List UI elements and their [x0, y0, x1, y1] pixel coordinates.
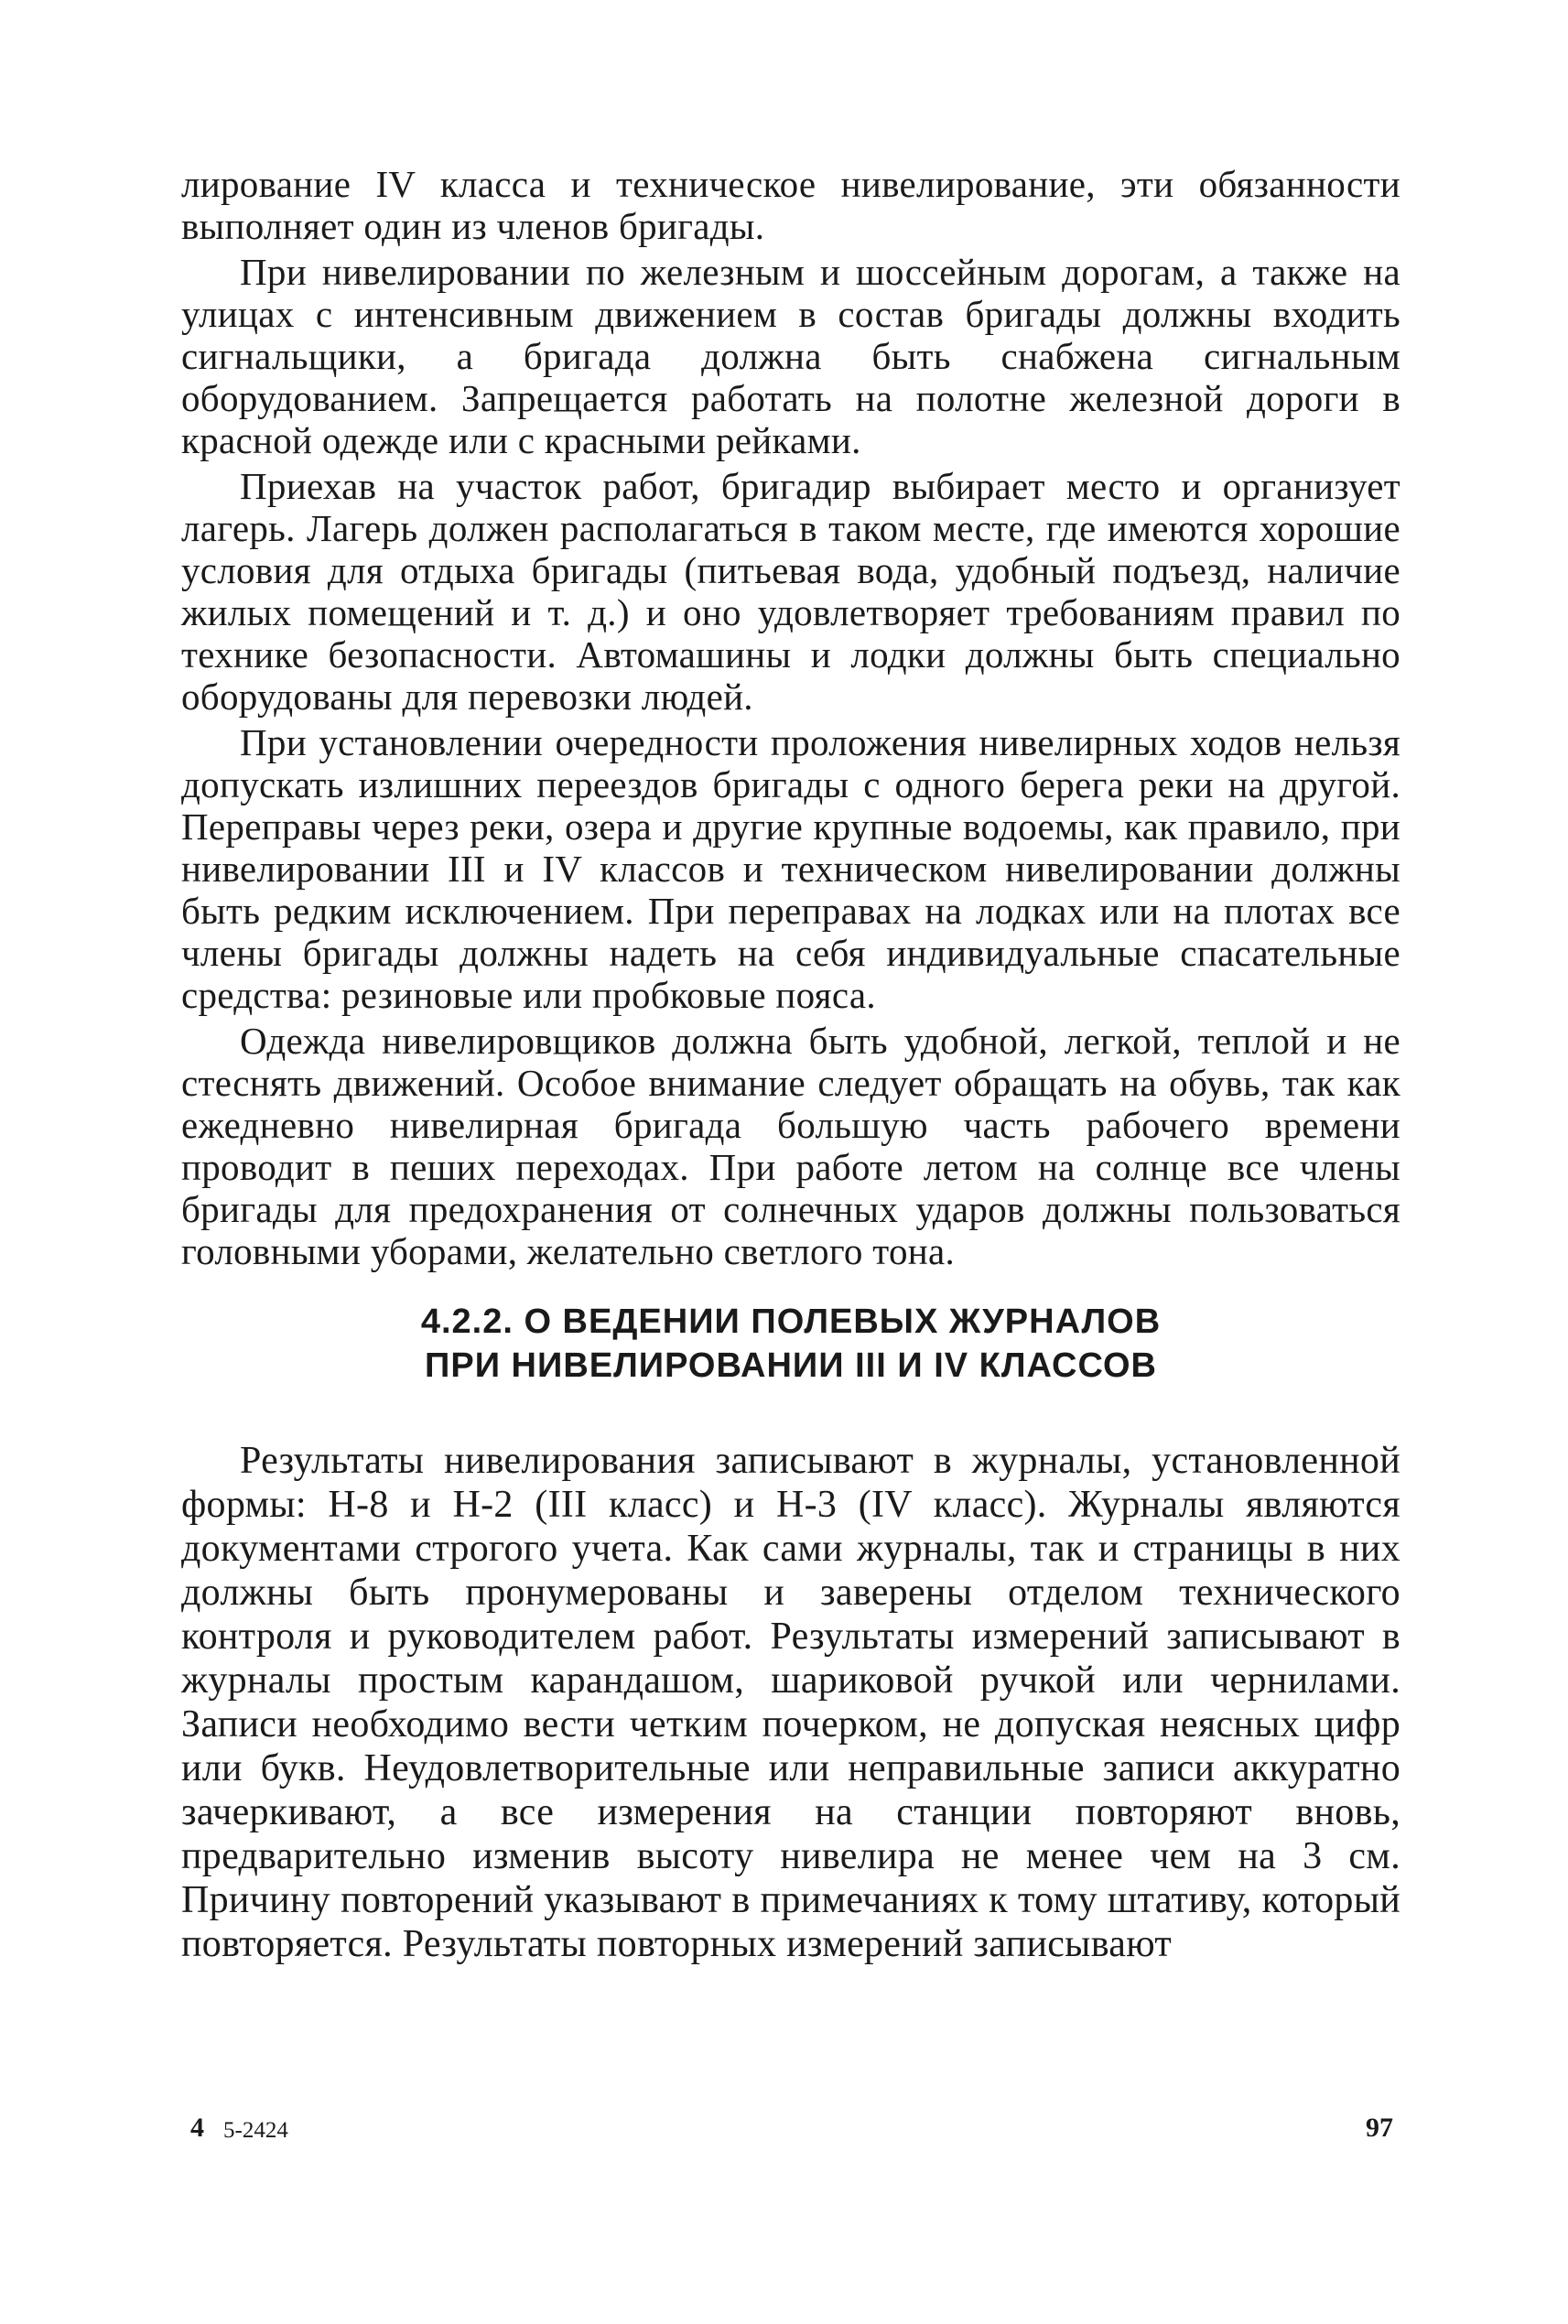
- section-heading-line-1: 4.2.2. О ВЕДЕНИИ ПОЛЕВЫХ ЖУРНАЛОВ: [420, 1303, 1162, 1341]
- signature-number: 4: [190, 2113, 204, 2143]
- page-footer: [181, 2113, 1400, 2158]
- paragraph-road-safety: При нивелировании по железным и шоссейным дорогам, а также на улицах с интенсивным движением в состав бригады должны входить сигнальщики, а бригада должна быть снабжена сигнальным оборудованием. Запрещается работать на полотне железной дороги в красной одежде или с красными рейками.: [181, 251, 1400, 461]
- paragraph-camp: Приехав на участок работ, бригадир выбирает место и организует лагерь. Лагерь должен располагаться в таком месте, где имеются хорошие условия для отдыха бригады (питьевая вода, удобный подъезд, наличие жилых помещений и т. д.) и оно удовлетворяет требованиям правил по технике безопасности. Автомашины и лодки должны быть специально оборудованы для перевозки людей.: [181, 465, 1400, 718]
- paragraph-clothing: Одежда нивелировщиков должна быть удобной, легкой, теплой и не стеснять движений. Особое внимание следует обращать на обувь, так как ежедневно нивелирная бригада большую часть рабочего времени проводит в пеших переходах. При работе летом на солнце все члены бригады для предохранения от солнечных ударов должны пользоваться головными уборами, желательно светлого тона.: [181, 1020, 1400, 1272]
- page-body: [181, 163, 1400, 1970]
- paragraph-continuation: лирование IV класса и техническое нивелирование, эти обязанности выполняет один из членов бригады.: [181, 163, 1400, 247]
- signature-code: 5-2424: [223, 2118, 288, 2143]
- page-number: 97: [1366, 2113, 1393, 2143]
- paragraph-crossings: При установлении очередности проложения нивелирных ходов нельзя допускать излишних переездов бригады с одного берега реки на другой. Переправы через реки, озера и другие крупные водоемы, как правило, при нивелировании III и IV классов и техническом нивелировании должны быть редким исключением. При переправах на лодках или на плотах все члены бригады должны надеть на себя индивидуальные спасательные средства: резиновые или пробковые пояса.: [181, 721, 1400, 1016]
- section-heading: [181, 1300, 1400, 1388]
- paragraph-journals: Результаты нивелирования записывают в журналы, установленной формы: Н-8 и Н-2 (III класс) и Н-3 (IV класс). Журналы являются документами строгого учета. Как сами журналы, так и страницы в них должны быть пронумерованы и заверены отделом технического контроля и руководителем работ. Результаты измерений записывают в журналы простым карандашом, шариковой ручкой или чернилами. Записи необходимо вести четким почерком, не допуская неясных цифр или букв. Неудовлетворительные или неправильные записи аккуратно зачеркивают, а все измерения на станции повторяют вновь, предварительно изменив высоту нивелира не менее чем на 3 см. Причину повторений указывают в примечаниях к тому штативу, который повторяется. Результаты повторных измерений записывают: [181, 1440, 1400, 1965]
- section-heading-line-2: ПРИ НИВЕЛИРОВАНИИ III И IV КЛАССОВ: [425, 1346, 1157, 1385]
